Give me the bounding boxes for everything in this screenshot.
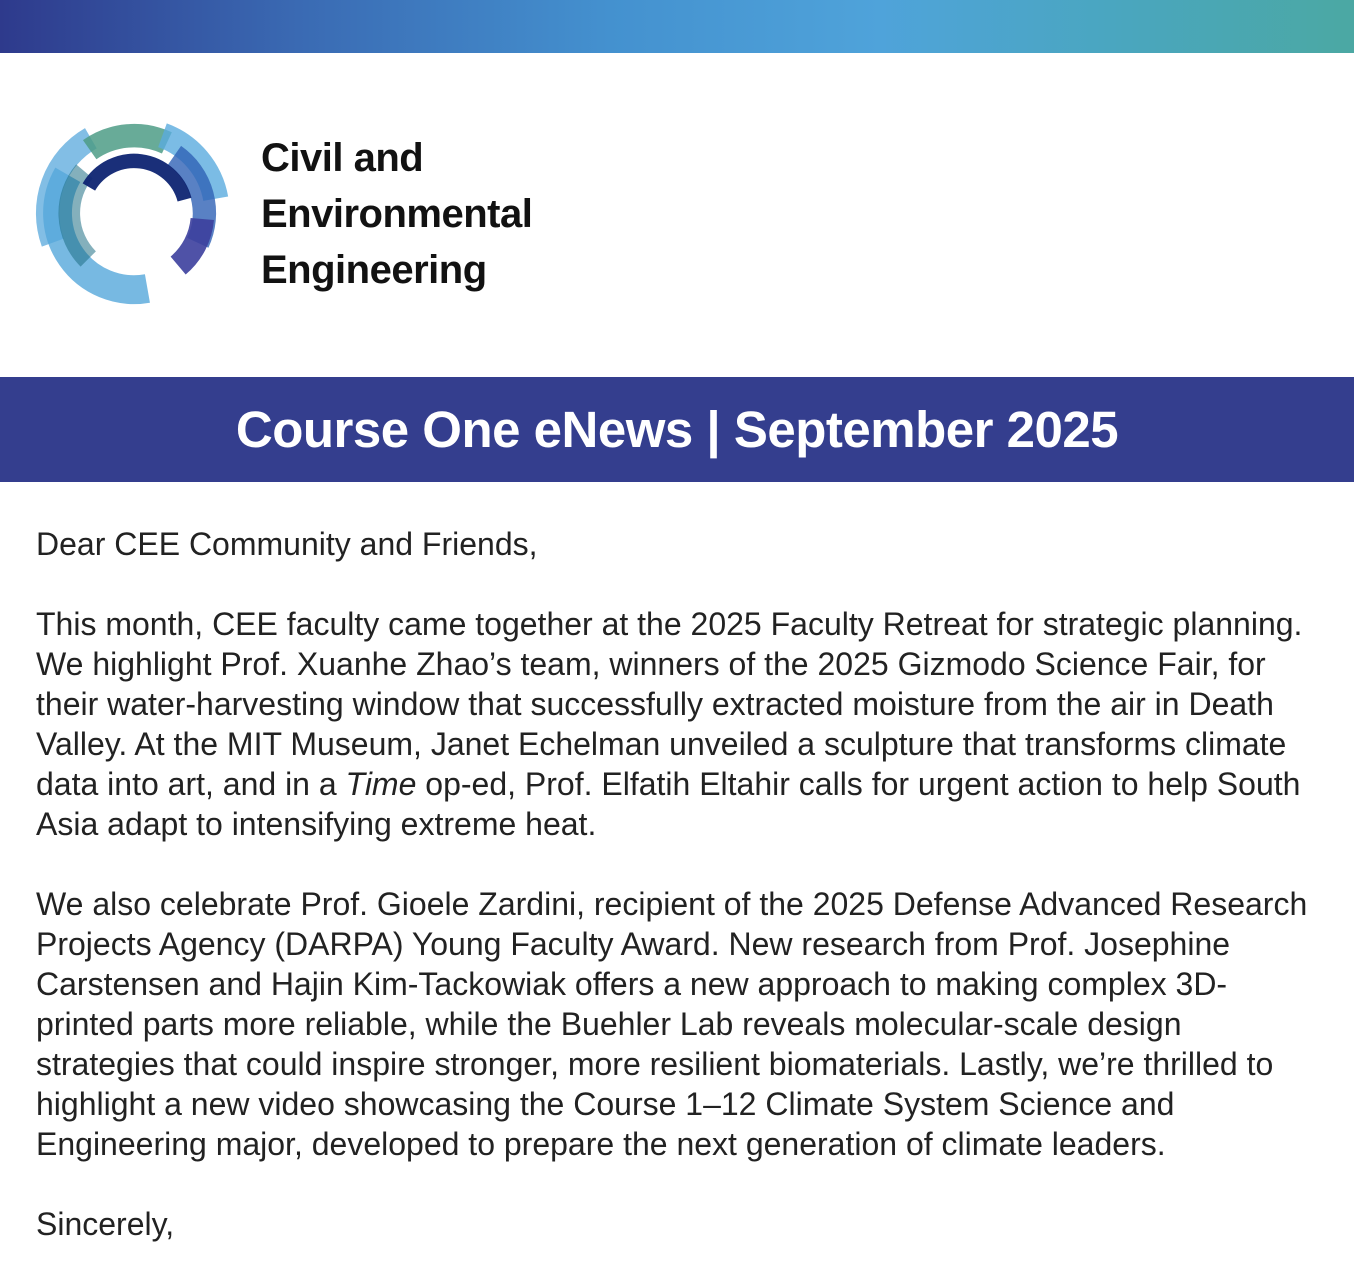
logo-wordmark-line2: Environmental	[261, 192, 533, 236]
top-gradient-bar	[0, 0, 1354, 53]
paragraph-1-text-after: op-ed, Prof. Elfatih Eltahir calls for urgent action to help South Asia adapt to intensifying extreme heat.	[36, 766, 1301, 842]
cee-logo-icon	[35, 114, 235, 314]
banner-title: Course One eNews | September 2025	[235, 401, 1119, 458]
closing: Sincerely,	[36, 1206, 175, 1242]
paragraph-1-text: This month, CEE faculty came together at the 2025 Faculty Retreat for strategic planning. We highlight Prof. Xuanhe Zhao’s team, winners of the 2025 Gizmodo Science Fair, for their water-harvesting window that successfully extracted moisture from the air in Death Valley. At the MIT Museum, Janet Echelman unveiled a sculpture that transforms climate data into art, and in a	[36, 606, 1303, 802]
logo-wordmark-line1: Civil and	[261, 136, 424, 180]
logo-wordmark	[261, 130, 532, 298]
logo-wordmark-line3: Engineering	[261, 248, 487, 292]
time-magazine-italic: Time	[345, 766, 417, 802]
letter-body	[0, 482, 1354, 1244]
paragraph-2: We also celebrate Prof. Gioele Zardini, recipient of the 2025 Defense Advanced Research Projects Agency (DARPA) Young Faculty Award. New research from Prof. Josephine Carstensen and Hajin Kim-Tackowiak offers a new approach to making complex 3D-printed parts more reliable, while the Buehler Lab reveals molecular-scale design strategies that could inspire stronger, more resilient biomaterials. Lastly, we’re thrilled to highlight a new video showcasing the Course 1–12 Climate System Science and Engineering major, developed to prepare the next generation of climate leaders.	[36, 886, 1308, 1162]
newsletter-banner	[0, 377, 1354, 482]
paragraph-1	[36, 604, 1318, 844]
cee-logo	[35, 111, 1354, 317]
salutation: Dear CEE Community and Friends,	[36, 526, 538, 562]
